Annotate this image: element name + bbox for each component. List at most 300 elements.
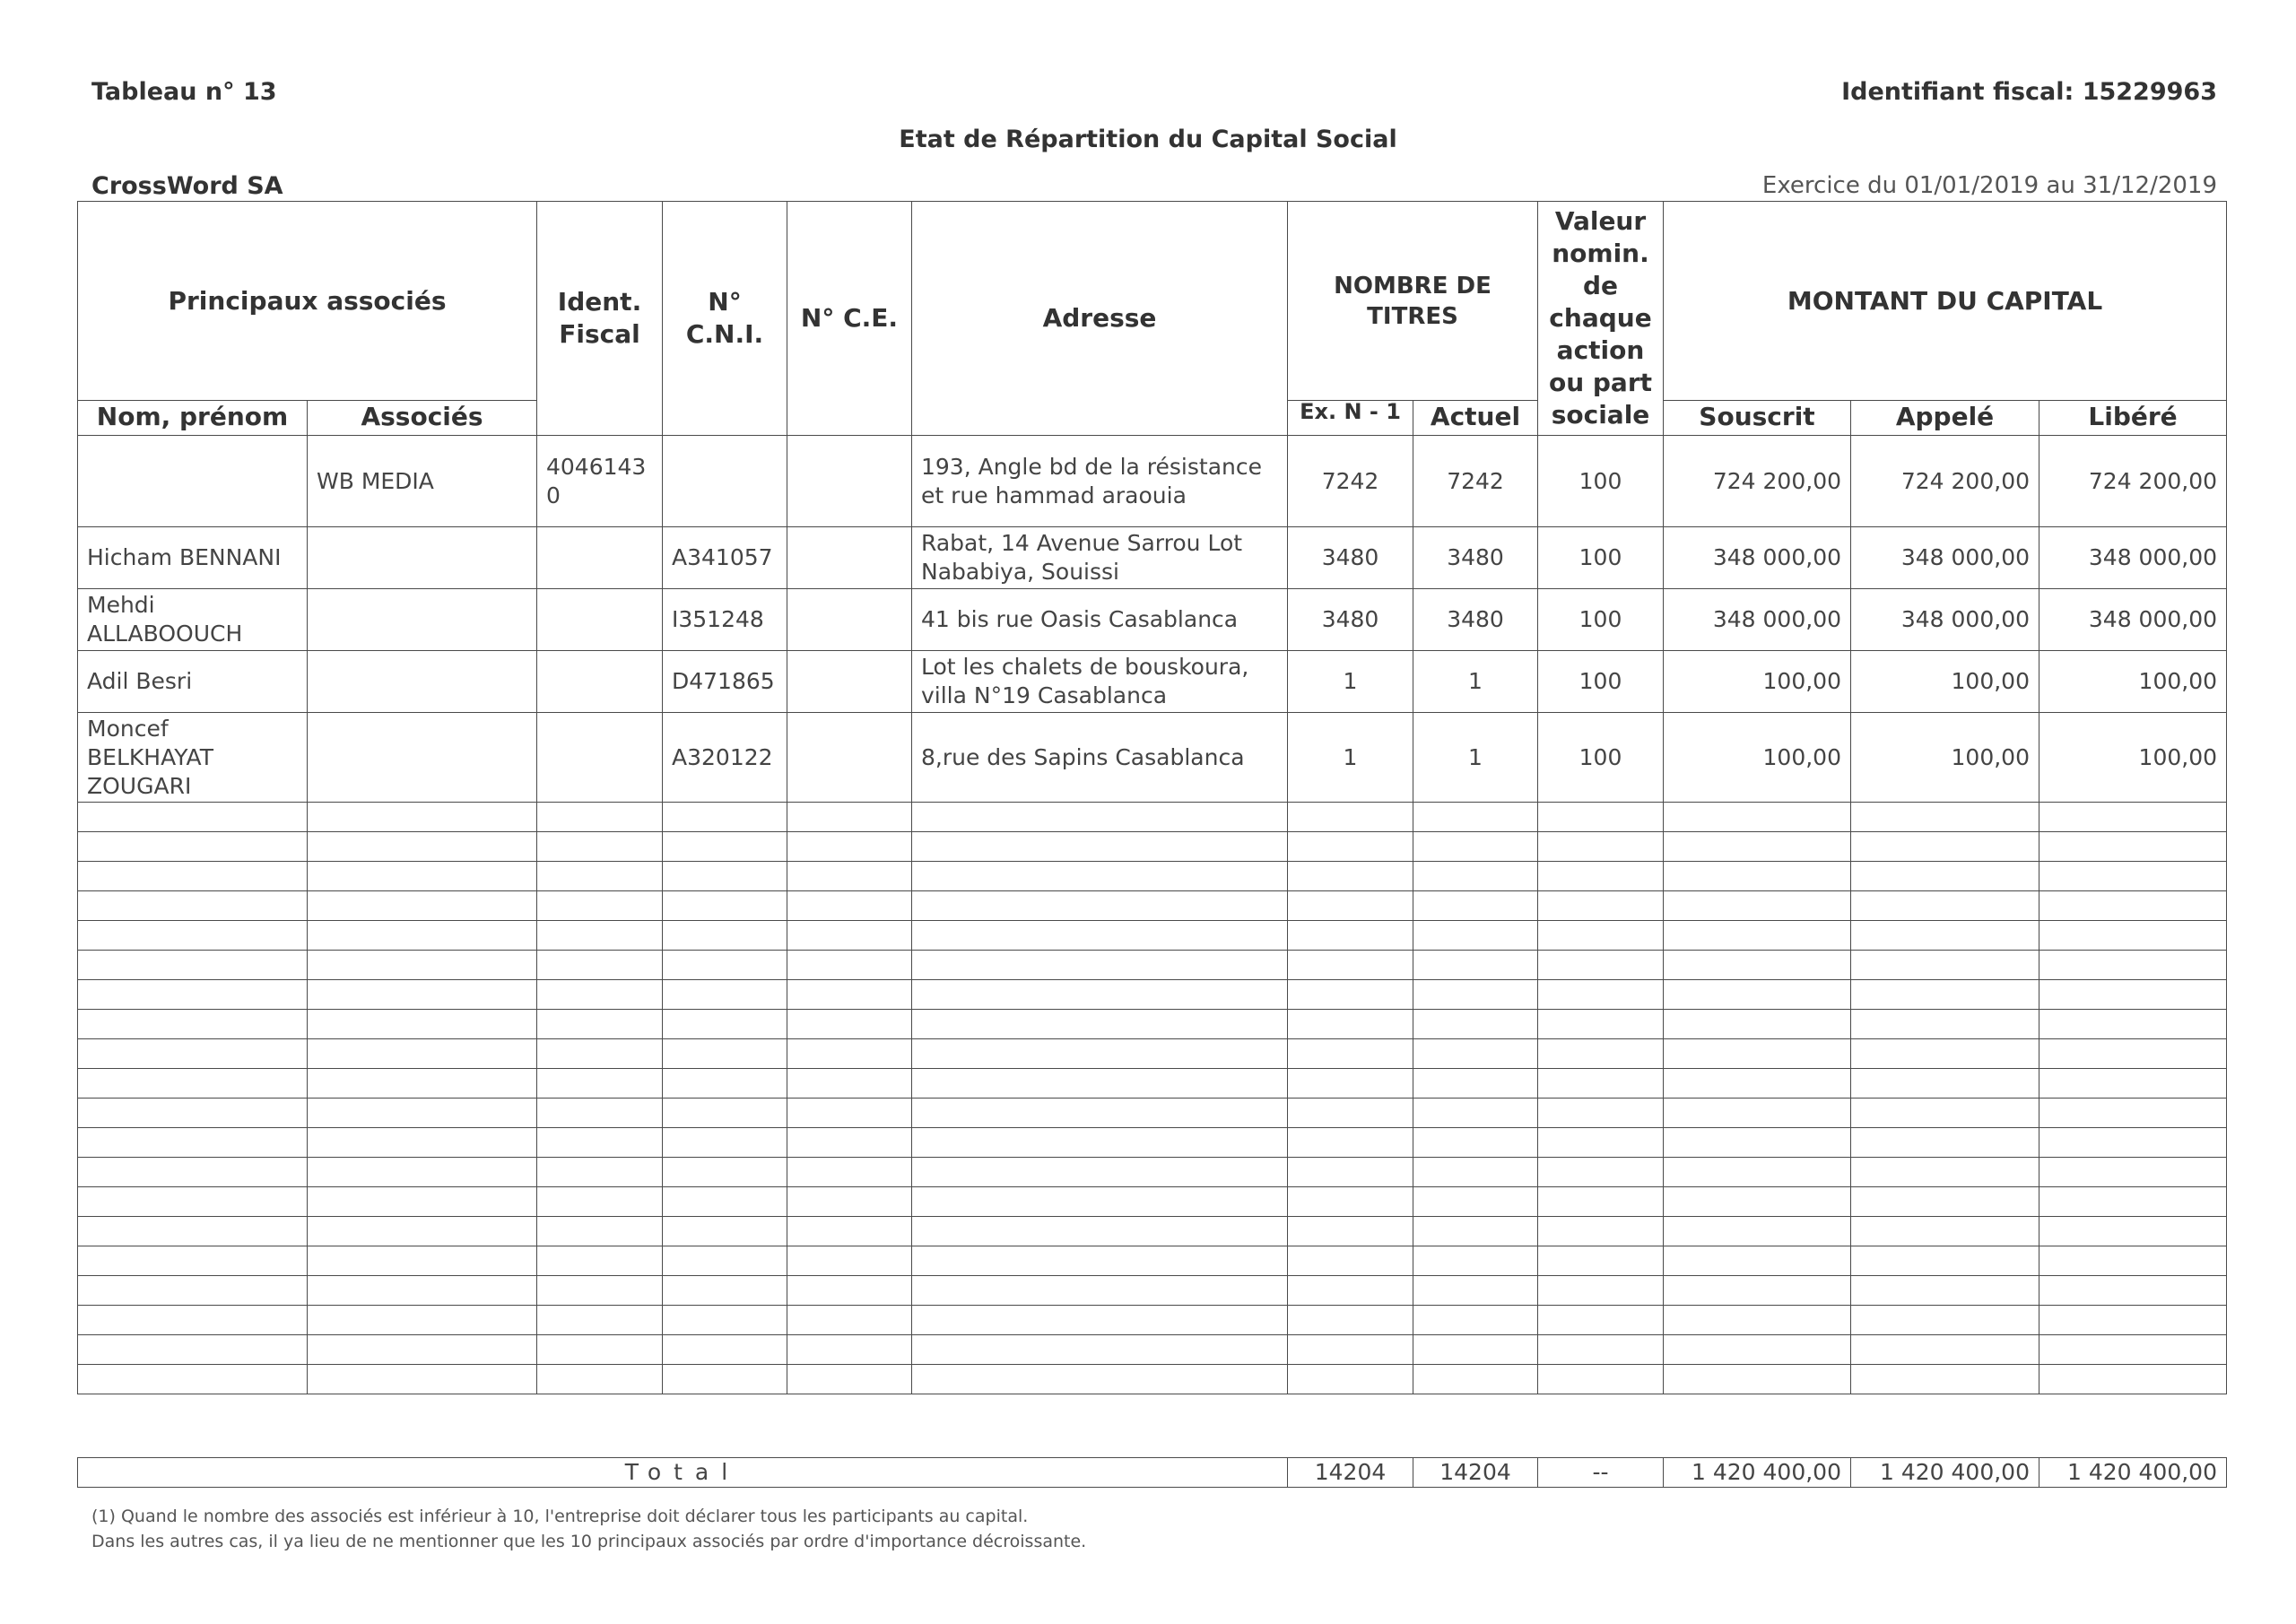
empty-cell (912, 1306, 1288, 1335)
empty-cell (1413, 951, 1538, 980)
header-appele: Appelé (1851, 401, 2039, 436)
empty-cell (1288, 803, 1413, 832)
empty-cell (1664, 891, 1851, 921)
cell-ident (537, 651, 663, 713)
header-principaux-associes: Principaux associés (78, 202, 537, 401)
empty-cell (912, 803, 1288, 832)
empty-cell (1538, 1158, 1664, 1187)
empty-cell (1538, 1306, 1664, 1335)
empty-cell (1851, 951, 2039, 980)
empty-cell (787, 1099, 912, 1128)
cell-appele: 348 000,00 (1851, 589, 2039, 651)
header-cni: N° C.N.I. (663, 202, 787, 436)
cell-libere: 348 000,00 (2039, 527, 2227, 589)
empty-cell (663, 1365, 787, 1394)
empty-cell (308, 803, 537, 832)
total-valeur: -- (1538, 1458, 1664, 1488)
cell-adresse: Lot les chalets de bouskoura, villa N°19 Casablanca (912, 651, 1288, 713)
empty-row (78, 832, 2227, 862)
empty-cell (1413, 862, 1538, 891)
empty-cell (308, 832, 537, 862)
cell-adresse: Rabat, 14 Avenue Sarrou Lot Nababiya, Souissi (912, 527, 1288, 589)
cell-cni: A320122 (663, 713, 787, 803)
empty-cell (537, 1335, 663, 1365)
company-name: CrossWord SA (91, 172, 283, 200)
empty-cell (2039, 1276, 2227, 1306)
empty-cell (912, 1365, 1288, 1394)
empty-cell (787, 1158, 912, 1187)
empty-cell (78, 980, 308, 1010)
empty-cell (2039, 1365, 2227, 1394)
empty-cell (1413, 1158, 1538, 1187)
empty-row (78, 1276, 2227, 1306)
empty-cell (1413, 803, 1538, 832)
empty-cell (1664, 951, 1851, 980)
empty-cell (912, 1039, 1288, 1069)
empty-cell (912, 891, 1288, 921)
empty-cell (308, 1158, 537, 1187)
empty-cell (1288, 1128, 1413, 1158)
capital-table (77, 201, 2227, 1394)
cell-nom: Hicham BENNANI (78, 527, 308, 589)
empty-cell (1413, 1335, 1538, 1365)
empty-cell (537, 1276, 663, 1306)
empty-cell (787, 891, 912, 921)
empty-cell (912, 1128, 1288, 1158)
total-appele: 1 420 400,00 (1851, 1458, 2039, 1488)
empty-cell (1851, 1039, 2039, 1069)
empty-cell (1538, 980, 1664, 1010)
cell-actuel: 1 (1413, 713, 1538, 803)
empty-cell (912, 1276, 1288, 1306)
empty-cell (663, 862, 787, 891)
empty-cell (663, 1276, 787, 1306)
empty-cell (663, 921, 787, 951)
empty-cell (787, 1069, 912, 1099)
empty-cell (308, 1039, 537, 1069)
empty-cell (2039, 1158, 2227, 1187)
empty-cell (1288, 1335, 1413, 1365)
cell-actuel: 3480 (1413, 589, 1538, 651)
empty-cell (1538, 803, 1664, 832)
empty-cell (1851, 862, 2039, 891)
cell-cni: A341057 (663, 527, 787, 589)
empty-cell (1413, 1306, 1538, 1335)
empty-cell (1851, 1276, 2039, 1306)
empty-cell (1288, 921, 1413, 951)
empty-cell (787, 862, 912, 891)
empty-cell (1664, 1187, 1851, 1217)
table-row (78, 651, 2227, 713)
empty-cell (1664, 862, 1851, 891)
empty-cell (1538, 1246, 1664, 1276)
empty-cell (1664, 1158, 1851, 1187)
cell-ce (787, 589, 912, 651)
empty-cell (1664, 832, 1851, 862)
empty-cell (2039, 1335, 2227, 1365)
cell-actuel: 3480 (1413, 527, 1538, 589)
empty-cell (537, 951, 663, 980)
empty-row (78, 1039, 2227, 1069)
empty-cell (308, 1276, 537, 1306)
empty-row (78, 1365, 2227, 1394)
cell-adresse: 41 bis rue Oasis Casablanca (912, 589, 1288, 651)
empty-cell (1851, 1187, 2039, 1217)
empty-cell (912, 951, 1288, 980)
empty-cell (1288, 1010, 1413, 1039)
empty-cell (1288, 862, 1413, 891)
empty-cell (1288, 1099, 1413, 1128)
empty-cell (1288, 951, 1413, 980)
empty-cell (663, 1217, 787, 1246)
cell-souscrit: 724 200,00 (1664, 436, 1851, 527)
empty-cell (1413, 832, 1538, 862)
empty-cell (912, 980, 1288, 1010)
table-row (78, 436, 2227, 527)
cell-ident (537, 713, 663, 803)
cell-cni (663, 436, 787, 527)
empty-cell (2039, 951, 2227, 980)
empty-row (78, 1010, 2227, 1039)
footnote-2: Dans les autres cas, il ya lieu de ne mentionner que les 10 principaux associés par ordre d'importance décroissante. (91, 1532, 1087, 1551)
empty-cell (308, 1217, 537, 1246)
empty-cell (1851, 1217, 2039, 1246)
empty-cell (78, 1187, 308, 1217)
cell-appele: 348 000,00 (1851, 527, 2039, 589)
empty-cell (2039, 1246, 2227, 1276)
empty-cell (787, 1306, 912, 1335)
empty-cell (663, 1099, 787, 1128)
empty-cell (2039, 1069, 2227, 1099)
empty-cell (537, 1158, 663, 1187)
empty-cell (78, 1128, 308, 1158)
empty-cell (1851, 1306, 2039, 1335)
empty-cell (1664, 1276, 1851, 1306)
empty-cell (1851, 921, 2039, 951)
empty-cell (1413, 1069, 1538, 1099)
empty-cell (1664, 1217, 1851, 1246)
empty-cell (1413, 1128, 1538, 1158)
empty-cell (1288, 1365, 1413, 1394)
empty-cell (1664, 921, 1851, 951)
empty-cell (78, 1365, 308, 1394)
empty-cell (1288, 1187, 1413, 1217)
empty-cell (912, 1069, 1288, 1099)
empty-cell (78, 891, 308, 921)
empty-cell (787, 951, 912, 980)
empty-row (78, 951, 2227, 980)
empty-cell (1413, 1039, 1538, 1069)
empty-cell (537, 1128, 663, 1158)
empty-row (78, 1069, 2227, 1099)
empty-cell (308, 1128, 537, 1158)
empty-cell (1664, 1128, 1851, 1158)
cell-cni: I351248 (663, 589, 787, 651)
cell-nom: Adil Besri (78, 651, 308, 713)
empty-row (78, 1187, 2227, 1217)
empty-cell (308, 980, 537, 1010)
empty-cell (787, 980, 912, 1010)
empty-cell (308, 1306, 537, 1335)
cell-valeur: 100 (1538, 651, 1664, 713)
cell-ex-n1: 3480 (1288, 589, 1413, 651)
cell-adresse: 193, Angle bd de la résistance et rue hammad araouia (912, 436, 1288, 527)
cell-libere: 348 000,00 (2039, 589, 2227, 651)
empty-cell (1851, 891, 2039, 921)
empty-cell (1538, 1187, 1664, 1217)
empty-cell (2039, 921, 2227, 951)
empty-row (78, 1306, 2227, 1335)
empty-cell (308, 1187, 537, 1217)
empty-cell (787, 1335, 912, 1365)
empty-cell (1288, 1069, 1413, 1099)
table-row (78, 713, 2227, 803)
empty-cell (663, 1335, 787, 1365)
empty-cell (663, 1128, 787, 1158)
empty-cell (78, 951, 308, 980)
empty-cell (1288, 1306, 1413, 1335)
empty-cell (537, 1010, 663, 1039)
exercice-period: Exercice du 01/01/2019 au 31/12/2019 (1761, 172, 2217, 199)
cell-valeur: 100 (1538, 713, 1664, 803)
empty-cell (308, 951, 537, 980)
cell-adresse: 8,rue des Sapins Casablanca (912, 713, 1288, 803)
empty-cell (1851, 980, 2039, 1010)
empty-cell (537, 862, 663, 891)
empty-cell (1851, 1335, 2039, 1365)
empty-cell (1538, 1099, 1664, 1128)
empty-cell (1664, 1010, 1851, 1039)
empty-cell (1413, 1187, 1538, 1217)
empty-cell (78, 1335, 308, 1365)
empty-cell (1664, 1306, 1851, 1335)
header-valeur-nominale: Valeur nomin. de chaque action ou part sociale (1538, 202, 1664, 436)
header-ce: N° C.E. (787, 202, 912, 436)
empty-cell (308, 1099, 537, 1128)
empty-cell (1664, 1246, 1851, 1276)
cell-actuel: 1 (1413, 651, 1538, 713)
cell-cni: D471865 (663, 651, 787, 713)
empty-cell (1288, 1246, 1413, 1276)
empty-cell (537, 1099, 663, 1128)
cell-souscrit: 348 000,00 (1664, 527, 1851, 589)
table-row (78, 589, 2227, 651)
empty-cell (1288, 891, 1413, 921)
empty-cell (1288, 980, 1413, 1010)
empty-cell (663, 832, 787, 862)
header-adresse: Adresse (912, 202, 1288, 436)
empty-cell (663, 1010, 787, 1039)
empty-cell (663, 951, 787, 980)
cell-valeur: 100 (1538, 436, 1664, 527)
empty-row (78, 1246, 2227, 1276)
cell-appele: 100,00 (1851, 651, 2039, 713)
empty-cell (912, 921, 1288, 951)
empty-cell (1413, 1276, 1538, 1306)
empty-cell (912, 832, 1288, 862)
empty-cell (1851, 832, 2039, 862)
empty-cell (1851, 1010, 2039, 1039)
table-row (78, 527, 2227, 589)
empty-cell (537, 921, 663, 951)
cell-libere: 724 200,00 (2039, 436, 2227, 527)
empty-cell (2039, 803, 2227, 832)
empty-cell (1851, 1158, 2039, 1187)
cell-associes: WB MEDIA (308, 436, 537, 527)
tableau-number: Tableau n° 13 (91, 78, 277, 106)
cell-souscrit: 348 000,00 (1664, 589, 1851, 651)
page-title: Etat de Répartition du Capital Social (899, 126, 1397, 153)
empty-cell (2039, 1099, 2227, 1128)
empty-cell (912, 1158, 1288, 1187)
empty-cell (78, 1276, 308, 1306)
empty-cell (2039, 980, 2227, 1010)
empty-cell (1413, 1010, 1538, 1039)
total-libere: 1 420 400,00 (2039, 1458, 2227, 1488)
empty-cell (2039, 832, 2227, 862)
cell-ident (537, 589, 663, 651)
empty-cell (1288, 1039, 1413, 1069)
empty-cell (1538, 951, 1664, 980)
empty-cell (537, 1365, 663, 1394)
empty-cell (663, 1187, 787, 1217)
empty-cell (1538, 921, 1664, 951)
cell-ce (787, 651, 912, 713)
empty-cell (1288, 832, 1413, 862)
empty-cell (787, 832, 912, 862)
empty-cell (78, 832, 308, 862)
empty-cell (308, 891, 537, 921)
empty-cell (1538, 1276, 1664, 1306)
empty-cell (1288, 1217, 1413, 1246)
empty-cell (308, 862, 537, 891)
empty-cell (308, 921, 537, 951)
cell-appele: 100,00 (1851, 713, 2039, 803)
cell-ce (787, 527, 912, 589)
cell-nom: Mehdi ALLABOOUCH (78, 589, 308, 651)
empty-cell (912, 1217, 1288, 1246)
header-nom-prenom: Nom, prénom (78, 401, 308, 436)
empty-cell (663, 1158, 787, 1187)
empty-cell (2039, 1187, 2227, 1217)
cell-souscrit: 100,00 (1664, 651, 1851, 713)
empty-cell (1664, 803, 1851, 832)
empty-cell (1538, 1069, 1664, 1099)
empty-cell (1664, 1099, 1851, 1128)
empty-cell (78, 1099, 308, 1128)
empty-cell (787, 1187, 912, 1217)
empty-cell (1851, 1069, 2039, 1099)
empty-cell (1664, 1069, 1851, 1099)
cell-ex-n1: 7242 (1288, 436, 1413, 527)
empty-cell (663, 891, 787, 921)
empty-cell (2039, 1128, 2227, 1158)
empty-cell (537, 1217, 663, 1246)
cell-ex-n1: 1 (1288, 651, 1413, 713)
empty-row (78, 1128, 2227, 1158)
cell-ident: 40461430 (537, 436, 663, 527)
empty-cell (78, 803, 308, 832)
header-libere: Libéré (2039, 401, 2227, 436)
empty-cell (1538, 862, 1664, 891)
cell-actuel: 7242 (1413, 436, 1538, 527)
empty-cell (78, 921, 308, 951)
total-ex-n1: 14204 (1288, 1458, 1413, 1488)
empty-cell (912, 1010, 1288, 1039)
empty-cell (308, 1069, 537, 1099)
empty-cell (537, 891, 663, 921)
cell-nom: Moncef BELKHAYAT ZOUGARI (78, 713, 308, 803)
empty-cell (1413, 980, 1538, 1010)
empty-cell (787, 1039, 912, 1069)
empty-cell (1538, 1335, 1664, 1365)
empty-cell (537, 1187, 663, 1217)
empty-cell (663, 1039, 787, 1069)
empty-cell (663, 980, 787, 1010)
identifiant-fiscal: Identifiant fiscal: 15229963 (1841, 78, 2217, 106)
empty-cell (537, 1306, 663, 1335)
empty-cell (537, 803, 663, 832)
empty-cell (2039, 1039, 2227, 1069)
empty-cell (663, 1246, 787, 1276)
empty-cell (663, 803, 787, 832)
empty-row (78, 1099, 2227, 1128)
total-actuel: 14204 (1413, 1458, 1538, 1488)
cell-associes (308, 651, 537, 713)
cell-valeur: 100 (1538, 589, 1664, 651)
empty-cell (663, 1069, 787, 1099)
empty-cell (537, 980, 663, 1010)
empty-cell (1413, 891, 1538, 921)
empty-cell (2039, 1306, 2227, 1335)
empty-cell (1851, 1365, 2039, 1394)
empty-cell (787, 921, 912, 951)
empty-cell (537, 1246, 663, 1276)
empty-cell (2039, 1217, 2227, 1246)
empty-cell (1664, 1335, 1851, 1365)
empty-cell (912, 1335, 1288, 1365)
empty-cell (308, 1365, 537, 1394)
empty-cell (78, 1010, 308, 1039)
empty-cell (308, 1246, 537, 1276)
header-nombre-titres: NOMBRE DE TITRES (1288, 202, 1538, 401)
empty-cell (1413, 1217, 1538, 1246)
header-ident-fiscal: Ident. Fiscal (537, 202, 663, 436)
empty-cell (78, 1069, 308, 1099)
empty-cell (1413, 1246, 1538, 1276)
empty-cell (1538, 1365, 1664, 1394)
empty-cell (663, 1306, 787, 1335)
empty-row (78, 803, 2227, 832)
empty-cell (912, 862, 1288, 891)
empty-cell (1664, 1039, 1851, 1069)
empty-cell (1538, 1128, 1664, 1158)
empty-cell (1538, 1010, 1664, 1039)
empty-cell (537, 1039, 663, 1069)
empty-cell (787, 1246, 912, 1276)
cell-libere: 100,00 (2039, 713, 2227, 803)
empty-cell (1851, 803, 2039, 832)
empty-cell (78, 1217, 308, 1246)
footnote-1: (1) Quand le nombre des associés est inférieur à 10, l'entreprise doit déclarer tous les participants au capital. (91, 1507, 1029, 1526)
cell-ident (537, 527, 663, 589)
empty-cell (787, 1217, 912, 1246)
empty-cell (1538, 1217, 1664, 1246)
empty-cell (78, 1246, 308, 1276)
total-souscrit: 1 420 400,00 (1664, 1458, 1851, 1488)
header-associes: Associés (308, 401, 537, 436)
cell-souscrit: 100,00 (1664, 713, 1851, 803)
